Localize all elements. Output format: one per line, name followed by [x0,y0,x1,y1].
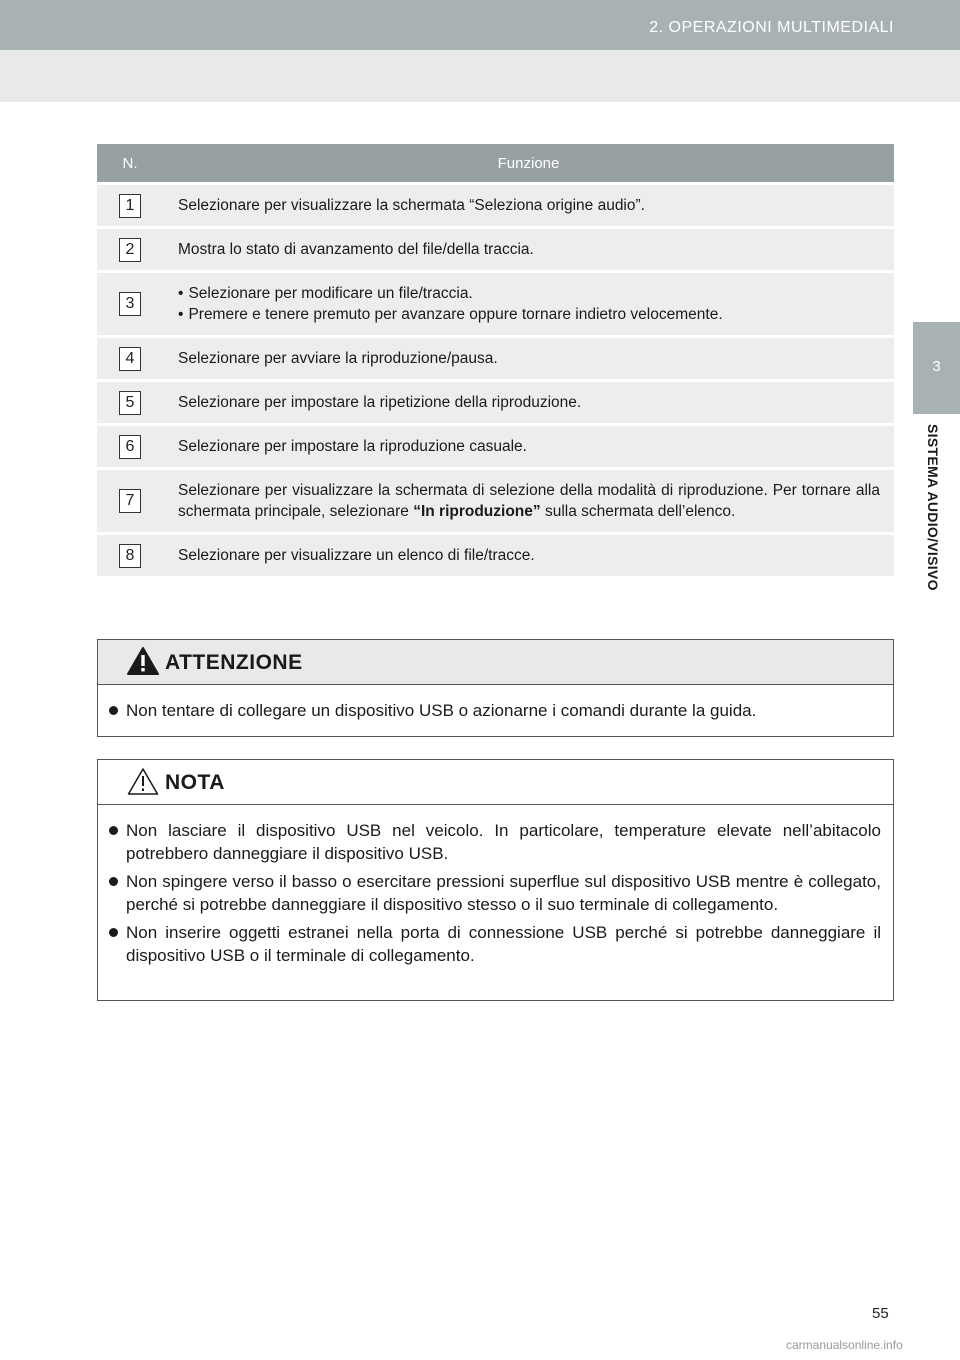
table-row [97,426,894,467]
warning-triangle-outline-icon [126,766,160,796]
row-number-cell [97,426,163,467]
row-number-box: 8 [119,544,141,568]
row-number-cell [97,535,163,576]
row-bullet-list [178,283,880,325]
row-function-text: Selezionare per visualizzare un elenco di file/tracce. [163,535,894,576]
nota-item: Non inserire oggetti estranei nella porta di connessione USB perché si potrebbe danneggiare il dispositivo USB o il terminale di collegamento. [108,921,881,967]
table-row [97,273,894,335]
row-number-box: 4 [119,347,141,371]
table-row [97,470,894,532]
row-number-box: 7 [119,489,141,513]
attenzione-body [98,685,893,736]
table-row [97,185,894,226]
nota-item: Non spingere verso il basso o esercitare pressioni superflue sul dispositivo USB mentre è collegato, perché si potrebbe danneggiare il dispositivo stesso o il suo terminale di collegamento. [108,870,881,916]
row-number-box: 2 [119,238,141,262]
row-number-cell [97,338,163,379]
table-row [97,535,894,576]
chapter-label [925,424,941,644]
row-function-text: Selezionare per impostare la riproduzione casuale. [163,426,894,467]
table-row [97,382,894,423]
row-function-text: Selezionare per impostare la ripetizione della riproduzione. [163,382,894,423]
row-number-cell [97,382,163,423]
chapter-label-text: SISTEMA AUDIO/VISIVO [925,424,941,591]
attenzione-item: Non tentare di collegare un dispositivo USB o azionarne i comandi durante la guida. [108,699,881,722]
row-line2-after: sulla schermata dell’elenco. [540,503,736,520]
attenzione-header [98,640,893,685]
header-band [0,0,960,50]
nota-header [98,760,893,805]
row-function-cell [163,470,894,532]
page-number: 55 [872,1305,889,1322]
chapter-number: 3 [932,358,941,375]
attenzione-title: ATTENZIONE [165,651,303,674]
row-line2-before: Per tornare alla schermata principale, selezionare [178,482,880,520]
row-number-cell [97,229,163,270]
warning-triangle-filled-icon [126,646,160,676]
row-number-cell [97,185,163,226]
watermark: carmanualsonline.info [786,1338,903,1352]
row-function-cell [163,273,894,335]
section-title: 2. OPERAZIONI MULTIMEDIALI [649,19,894,36]
nota-title: NOTA [165,771,225,794]
function-table [97,141,894,579]
row-bullet-item: • Selezionare per modificare un file/traccia. [178,283,880,304]
row-number-box: 6 [119,435,141,459]
header-subband [0,50,960,102]
row-number-box: 3 [119,292,141,316]
row-line2-bold: “In riproduzione” [413,503,541,520]
attenzione-box [97,639,894,737]
table-row [97,338,894,379]
column-header-number: N. [97,144,163,182]
row-function-text: Mostra lo stato di avanzamento del file/della traccia. [163,229,894,270]
row-number-box: 5 [119,391,141,415]
row-number-cell [97,273,163,335]
nota-body [98,805,893,981]
row-line1: Selezionare per visualizzare la schermata di selezione della modalità di riproduzione. [178,482,768,499]
column-header-function: Funzione [163,144,894,182]
table-header-row [97,144,894,182]
chapter-tab [913,322,960,414]
row-function-text: Selezionare per avviare la riproduzione/pausa. [163,338,894,379]
row-number-box: 1 [119,194,141,218]
nota-item: Non lasciare il dispositivo USB nel veicolo. In particolare, temperature elevate nell’abitacolo potrebbero danneggiare il dispositivo USB. [108,819,881,865]
table-row [97,229,894,270]
row-number-cell [97,470,163,532]
row-function-text: Selezionare per visualizzare la schermata “Seleziona origine audio”. [163,185,894,226]
nota-box [97,759,894,1001]
row-bullet-item: • Premere e tenere premuto per avanzare oppure tornare indietro velocemente. [178,304,880,325]
